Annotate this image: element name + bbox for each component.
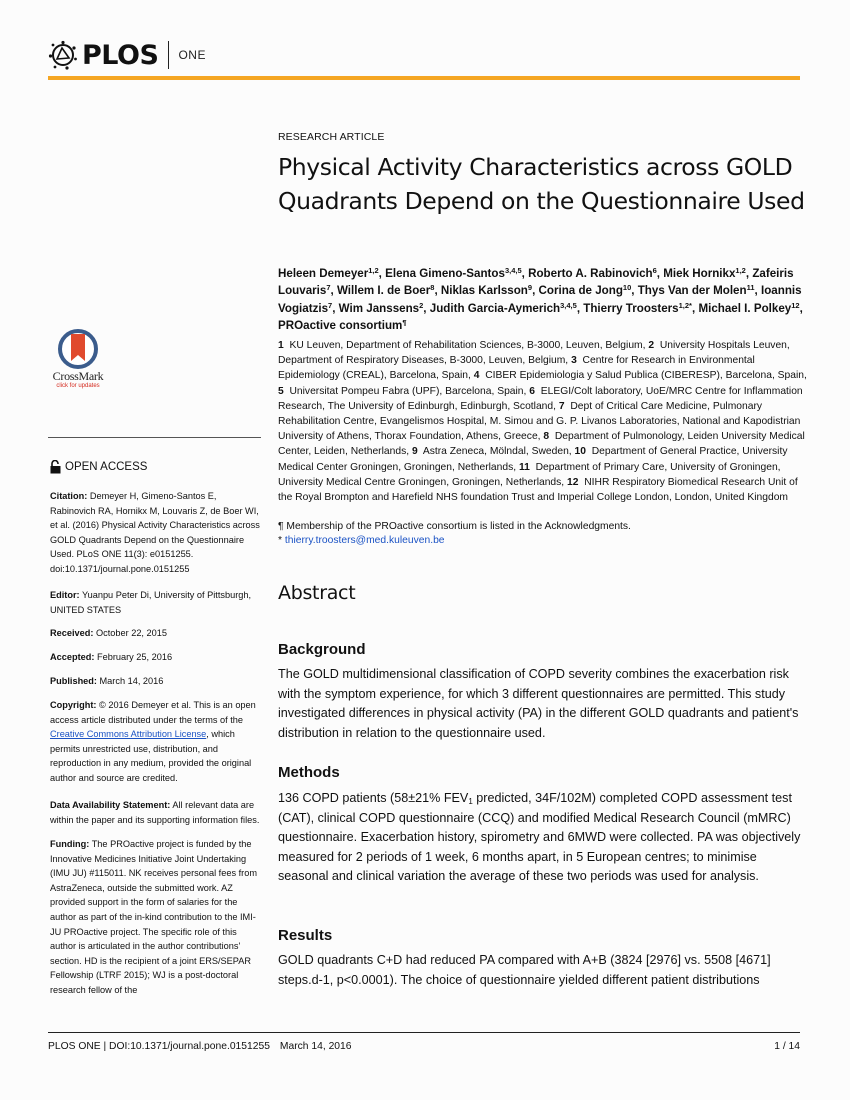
copyright-label: Copyright: [50, 700, 97, 710]
affiliation-text: Department of General Practice, University Medical Center Groningen, Groningen, Netherlands, [278, 446, 788, 473]
affiliation-text: ELEGI/Colt laboratory, UoE/MRC Centre for Inflammation Research, The University of Edinburgh, Edinburgh, Scotland, [278, 385, 803, 412]
affiliation-number: 2 [648, 340, 655, 351]
author-name: Judith Garcia-Aymerich [429, 301, 561, 315]
author-name: Miek Hornikx [663, 267, 736, 280]
author-name: Zafeiris Louvaris [278, 267, 794, 298]
affiliation-text: Astra Zeneca, Mölndal, Sweden, [422, 446, 572, 458]
citation-label: Citation: [50, 491, 88, 501]
affiliation-number: 6 [529, 385, 536, 397]
author-affiliation-marker: ¶ [402, 317, 407, 327]
methods-text-part: predicted, 34F/102M) completed COPD assessment test (CAT), clinical COPD questionnaire (CCQ) and modified Medical Research Council (mMRC) questionnaire. Exacerbation history, spirometry and 6MWD were collected. PA was objectively measured for 2 periods of 1 week, 6 months apart, in 5 European centres; to minimise seasonal and clinical variation the average of these two periods was used for analysis. [278, 791, 801, 883]
affiliation-text: Dept of Critical Care Medicine, Pulmonary Rehabilitation Centre, Evangelismos Hospital, M. Simou and G. P. Livanos Laboratories, National and Kapodistrian University of Athens, Thorax Foundation, Athens, Greece, [278, 400, 801, 443]
affiliation-number: 3 [571, 355, 577, 367]
sidebar-divider [48, 437, 261, 438]
plos-globe-icon [48, 40, 78, 70]
accepted-label: Accepted: [50, 652, 95, 662]
editor-label: Editor: [50, 590, 80, 600]
affiliation-number: 8 [543, 431, 550, 443]
affiliation-number: 5 [278, 385, 284, 397]
data-availability-text: All relevant data are within the paper and its supporting information files. [50, 800, 260, 825]
author-list: Heleen Demeyer$^{1,2}$, Elena Gimeno-Santos$^{3,4,5}$, Roberto A. Rabinovich$^6$, Miek Hornikx$^{1,2}$, Zafeiris Louvaris$^7$, Willem I. de Boer$^8$, Niklas Karlsson$^9$, Corina de Jong$^{10}$, Thys Van der Molen$^{11}$, Ioannis Vogiatzis$^7$, Wim Janssens$^2$, Judith Garcia-Aymerich$^{3,4,5}$, Thierry Troosters$^{1,2*}$, Michael I. Polkey$^{12}$, PROactive consortium¶ [278, 266, 803, 332]
cc-license-link[interactable]: Creative Commons Attribution License [50, 729, 207, 740]
author-name: Wim Janssens [338, 301, 420, 315]
open-access-label: OPEN ACCESS [65, 461, 148, 473]
footer-doi: PLOS ONE | DOI:10.1371/journal.pone.0151255 [48, 1041, 270, 1052]
affiliation-text: Centre for Research in Environmental Epidemiology (CREAL), Barcelona, Spain, [278, 355, 755, 382]
affiliation-number: 4 [473, 370, 480, 382]
footer-date: March 14, 2016 [279, 1041, 352, 1052]
affiliation-text: Department of Primary Care, University of Groningen, University Medical Centre Groningen, Groningen, Netherlands, [278, 461, 781, 488]
affiliation-number: 12 [567, 476, 579, 488]
author-affiliation-marker: 6 [652, 266, 657, 275]
author-affiliation-marker: 7 [326, 283, 331, 293]
editor-text: Yuanpu Peter Di, University of Pittsburgh, UNITED STATES [50, 590, 252, 615]
published-date: March 14, 2016 [99, 676, 164, 686]
affiliation-number: 9 [411, 446, 418, 458]
author-name: Michael I. Polkey [698, 301, 792, 315]
author-affiliation-marker: 3,4,5 [560, 300, 577, 310]
received-label: Received: [50, 628, 94, 638]
methods-heading: Methods [278, 764, 340, 781]
copyright-text: © 2016 Demeyer et al. This is an open access article distributed under the terms of the [50, 700, 256, 725]
affiliation-number: 1 [278, 340, 284, 351]
journal-brand: PLOS [82, 39, 159, 71]
affiliation-number: 11 [518, 461, 530, 473]
copyright-block [50, 698, 262, 786]
citation-text: Demeyer H, Gimeno-Santos E, Rabinovich RA, Hornikx M, Louvaris Z, de Boer WI, et al. (2016) Physical Activity Characteristics across GOLD Quadrants Depend on the Questionnaire Used. PLoS ONE 11(3): e0151255. doi:10.1371/journal.pone.0151255 [50, 491, 260, 574]
corresponding-author [278, 534, 808, 548]
methods-text-part: 136 COPD patients (58±21% FEV [278, 791, 469, 805]
author-name: Thys Van der Molen [637, 284, 747, 298]
background-text: The GOLD multidimensional classification of COPD severity combines the exacerbation risk with the symptom experience, for which 3 different questionnaires are permitted. This study investigated differences in physical activity (PA) in the different GOLD quadrants and patient's distribution in relation to the questionnaire used. [278, 667, 799, 740]
article-title: Physical Activity Characteristics across GOLD Quadrants Depend on the Questionnaire Used [278, 153, 805, 215]
affiliation-text: KU Leuven, Department of Rehabilitation Sciences, B-3000, Leuven, Belgium, [289, 340, 646, 351]
footer-divider [48, 1032, 800, 1033]
crossmark-label: CrossMark [52, 369, 104, 383]
data-availability-block [50, 798, 262, 827]
membership-note: ¶ Membership of the PROactive consortium is listed in the Acknowledgments. [278, 521, 631, 532]
journal-name: ONE [178, 48, 206, 62]
corresponding-email-link[interactable]: thierry.troosters@med.kuleuven.be [284, 535, 445, 546]
author-name: Roberto A. Rabinovich [528, 267, 653, 280]
author-affiliation-marker: 8 [430, 283, 435, 293]
affiliation-text: NIHR Respiratory Biomedical Research Unit of the Royal Brompton and Harefield NHS foundation Trust and Imperial College London, London, United Kingdom [278, 476, 798, 504]
published-block [50, 674, 262, 689]
affiliation-number: 10 [574, 446, 587, 458]
author-affiliation-marker: 11 [746, 283, 755, 293]
affiliation-text: University Hospitals Leuven, Department of Respiratory Diseases, B-3000, Leuven, Belgium, [278, 340, 790, 367]
received-block [50, 626, 262, 641]
copyright-text-end: , which permits unrestricted use, distribution, and reproduction in any medium, provided the original author and source are credited. [50, 729, 252, 783]
affiliation-text: Universitat Pompeu Fabra (UPF), Barcelona, Spain, [289, 385, 527, 397]
author-affiliation-marker: 1,2 [735, 266, 746, 275]
crossmark-sublabel: click for updates [56, 383, 100, 389]
corresponding-marker: * [278, 535, 283, 546]
page-number: 1 / 14 [774, 1041, 800, 1052]
author-name: PROactive consortium [278, 318, 403, 332]
header-accent-bar [48, 76, 800, 80]
author-name: Heleen Demeyer [278, 267, 369, 280]
affiliation-list [278, 338, 808, 505]
published-label: Published: [50, 676, 97, 686]
plos-one-logo[interactable] [48, 37, 206, 73]
crossmark-badge[interactable] [48, 328, 108, 389]
author-name: Ioannis Vogiatzis [278, 284, 802, 315]
author-name: Niklas Karlsson [440, 284, 528, 298]
open-access-badge [50, 460, 147, 474]
funding-label: Funding: [50, 839, 90, 849]
results-heading: Results [278, 927, 333, 944]
abstract-heading: Abstract [278, 582, 356, 604]
author-name: Thierry Troosters [583, 301, 679, 315]
data-availability-label: Data Availability Statement: [50, 800, 171, 810]
methods-subscript: 1 [468, 797, 473, 806]
author-affiliation-marker: 2 [419, 300, 424, 310]
affiliation-text: Department of Pulmonology, Leiden University Medical Center, Leiden, Netherlands, [278, 431, 805, 458]
editor-block [50, 588, 262, 617]
author-name: Willem I. de Boer [336, 284, 431, 298]
received-date: October 22, 2015 [95, 628, 167, 638]
author-affiliation-marker: 3,4,5 [504, 266, 522, 275]
author-name: Corina de Jong [538, 284, 623, 298]
author-name: Elena Gimeno-Santos [385, 267, 505, 280]
accepted-block [50, 650, 262, 665]
affiliation-text: CIBER Epidemiologia y Salud Publica (CIBERESP), Barcelona, Spain, [485, 370, 807, 382]
article-type: RESEARCH ARTICLE [278, 131, 385, 143]
author-affiliation-marker: 1,2 [368, 266, 379, 275]
affiliation-number: 7 [558, 400, 565, 412]
accepted-date: February 25, 2016 [96, 652, 173, 662]
open-lock-icon [50, 460, 61, 474]
author-affiliation-marker: 7 [328, 300, 333, 310]
author-notes [278, 520, 808, 548]
methods-text [278, 789, 808, 887]
crossmark-icon [57, 328, 99, 370]
results-text: GOLD quadrants C+D had reduced PA compared with A+B (3824 [2976] vs. 5508 [4671] steps.d-1, p<0.0001). The choice of questionnaire yielded different patient distributions [278, 953, 771, 987]
funding-text: The PROactive project is funded by the Innovative Medicines Initiative Joint Undertaking (IMU JU) #115011. NK receives personal fees from AstraZeneca, outside the submitted work. AZ provided support in the form of salaries for the author as part of the in-kind contribution to the IMI-JU PROactive project. The specific role of this author is articulated in the author contributions' section. HD is the recipient of a joint ERS/SEPAR Fellowship (LTRF 2015); WJ is a post-doctoral research fellow of the [50, 839, 257, 995]
author-affiliation-marker: 10 [622, 283, 632, 293]
footer-citation [48, 1041, 351, 1052]
background-heading: Background [278, 641, 366, 658]
funding-block [50, 837, 262, 998]
logo-divider [168, 41, 169, 69]
citation-block [50, 489, 262, 577]
author-affiliation-marker: 1,2* [678, 300, 692, 310]
author-affiliation-marker: 9 [527, 283, 533, 293]
author-affiliation-marker: 12 [791, 300, 800, 310]
